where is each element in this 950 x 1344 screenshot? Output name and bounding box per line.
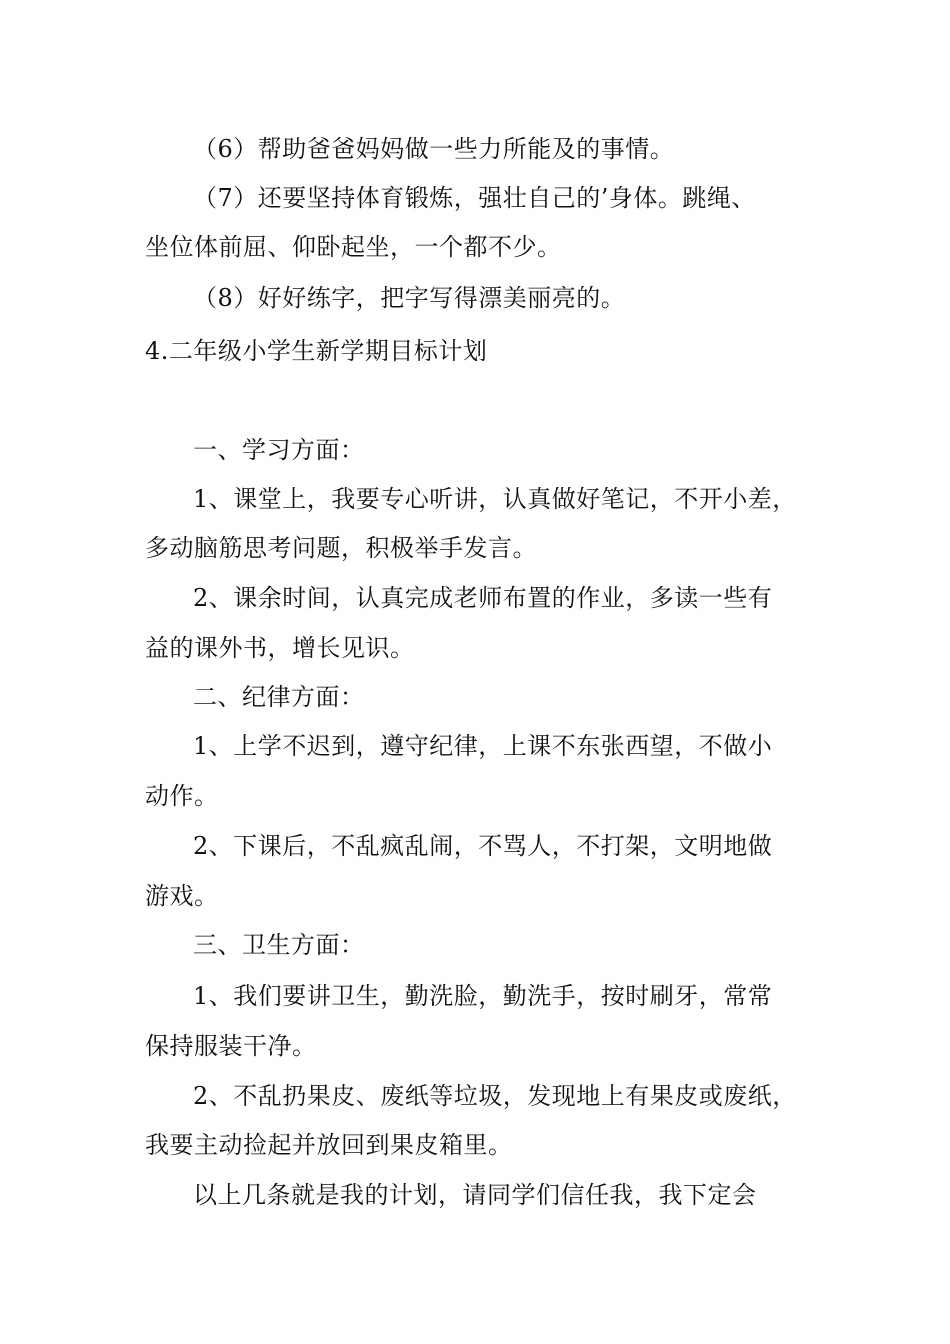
closing-line: 以上几条就是我的计划，请同学们信任我，我下定会 (193, 1181, 757, 1209)
hygiene-item-2-line-1: 2、不乱扔果皮、废纸等垃圾，发现地上有果皮或废纸， (193, 1082, 797, 1110)
item-7-line-1: （7）还要坚持体育锻炼，强壮自己的’身体。跳绳、 (193, 184, 756, 212)
hygiene-item-1-line-2: 保持服装干净。 (145, 1032, 317, 1060)
item-7-line-2: 坐位体前屈、仰卧起坐，一个都不少。 (145, 233, 562, 261)
discipline-item-2-line-1: 2、下课后，不乱疯乱闹，不骂人，不打架，文明地做 (193, 832, 773, 860)
study-item-1-line-1: 1、课堂上，我要专心听讲，认真做好笔记，不开小差， (193, 485, 797, 513)
hygiene-heading: 三、卫生方面： (193, 931, 365, 959)
study-item-1-line-2: 多动脑筋思考问题，积极举手发言。 (145, 534, 537, 562)
hygiene-item-1-line-1: 1、我们要讲卫生，勤洗脸，勤洗手，按时刷牙，常常 (193, 982, 773, 1010)
discipline-item-1-line-2: 动作。 (145, 782, 219, 810)
study-heading: 一、学习方面： (193, 436, 365, 464)
study-item-2-line-2: 益的课外书，增长见识。 (145, 634, 415, 662)
item-8-line: （8）好好练字，把字写得漂美丽亮的。 (193, 284, 626, 312)
hygiene-item-2-line-2: 我要主动捡起并放回到果皮箱里。 (145, 1131, 513, 1159)
section-heading: 4.二年级小学生新学期目标计划 (145, 337, 488, 365)
item-6-line: （6）帮助爸爸妈妈做一些力所能及的事情。 (193, 135, 675, 163)
study-item-2-line-1: 2、课余时间，认真完成老师布置的作业，多读一些有 (193, 584, 773, 612)
discipline-item-1-line-1: 1、上学不迟到，遵守纪律，上课不东张西望，不做小 (193, 732, 773, 760)
discipline-item-2-line-2: 游戏。 (145, 882, 219, 910)
discipline-heading: 二、纪律方面： (193, 683, 365, 711)
